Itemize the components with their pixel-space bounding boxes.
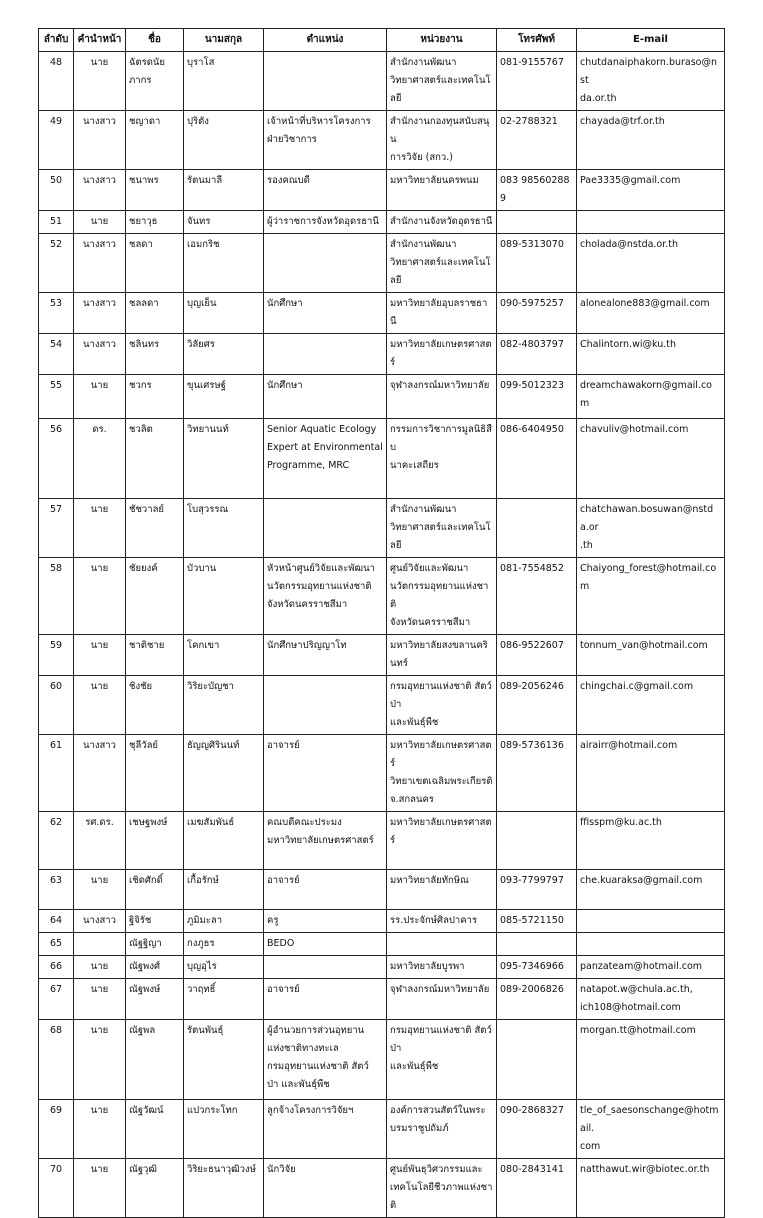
row-number: 66 [39, 956, 74, 979]
row-last-name: แปวกระโทก [184, 1100, 264, 1159]
row-phone: 095-7346966 [497, 956, 577, 979]
row-position: หัวหน้าศูนย์วิจัยและพัฒนา นวัตกรรมอุทยานแห่งชาติ จังหวัดนครราชสีมา [264, 558, 387, 635]
row-number: 56 [39, 419, 74, 499]
row-phone: 093-7799797 [497, 870, 577, 910]
row-email [577, 910, 725, 933]
row-prefix: นางสาว [74, 111, 126, 170]
row-phone: 082-4803797 [497, 334, 577, 375]
table-row [39, 234, 725, 293]
row-phone: 086-9522607 [497, 635, 577, 676]
row-last-name: กงภูธร [184, 933, 264, 956]
row-position: รองคณบดี [264, 170, 387, 211]
row-number: 54 [39, 334, 74, 375]
header-organization: หน่วยงาน [387, 29, 497, 52]
row-phone [497, 1020, 577, 1100]
row-prefix: นางสาว [74, 910, 126, 933]
row-first-name: ชลินทร [126, 334, 184, 375]
row-position: อาจารย์ [264, 979, 387, 1020]
table-row [39, 1100, 725, 1159]
row-last-name: บุราโส [184, 52, 264, 111]
row-last-name: จันทร [184, 211, 264, 234]
row-prefix: นาย [74, 1020, 126, 1100]
header-row [39, 29, 725, 52]
participants-table [38, 28, 725, 1218]
row-email: panzateam@hotmail.com [577, 956, 725, 979]
row-phone: 089-5313070 [497, 234, 577, 293]
row-position: ลูกจ้างโครงการวิจัยฯ [264, 1100, 387, 1159]
row-number: 67 [39, 979, 74, 1020]
row-email: tle_of_saesonschange@hotmail. com [577, 1100, 725, 1159]
table-row [39, 1159, 725, 1218]
row-email: ffisspm@ku.ac.th [577, 812, 725, 870]
row-position [264, 499, 387, 558]
row-position: อาจารย์ [264, 870, 387, 910]
row-position: นักศึกษา [264, 293, 387, 334]
table-row [39, 499, 725, 558]
table-row [39, 870, 725, 910]
row-phone: 089-5736136 [497, 735, 577, 812]
row-first-name: เชิดศักดิ์ [126, 870, 184, 910]
row-organization: จุฬาลงกรณ์มหาวิทยาลัย [387, 979, 497, 1020]
row-last-name: บัวบาน [184, 558, 264, 635]
row-position: ผู้ว่าราชการจังหวัดอุดรธานี [264, 211, 387, 234]
row-first-name: ชัยยงค์ [126, 558, 184, 635]
row-email: che.kuaraksa@gmail.com [577, 870, 725, 910]
row-first-name: ณัฐพงษ์ [126, 979, 184, 1020]
row-prefix: นางสาว [74, 293, 126, 334]
row-last-name: วาฤทธิ์ [184, 979, 264, 1020]
row-number: 64 [39, 910, 74, 933]
row-prefix: นาย [74, 1100, 126, 1159]
row-last-name: ภูมิมะลา [184, 910, 264, 933]
row-organization: มหาวิทยาลัยสงขลานครินทร์ [387, 635, 497, 676]
table-row [39, 111, 725, 170]
row-organization: มหาวิทยาลัยเกษตรศาสตร์ [387, 334, 497, 375]
table-row [39, 933, 725, 956]
row-position [264, 956, 387, 979]
row-prefix: รศ.ดร. [74, 812, 126, 870]
header-position: ตำแหน่ง [264, 29, 387, 52]
row-number: 69 [39, 1100, 74, 1159]
row-last-name: ปุริตัง [184, 111, 264, 170]
row-organization: ศูนย์วิจัยและพัฒนา นวัตกรรมอุทยานแห่งชาติ จังหวัดนครราชสีมา [387, 558, 497, 635]
row-position: ผู้อำนวยการส่วนอุทยาน แห่งชาติทางทะเล กรมอุทยานแห่งชาติ สัตว์ ป่า และพันธุ์พืช [264, 1020, 387, 1100]
row-first-name: ชาติชาย [126, 635, 184, 676]
row-last-name: บุญเย็น [184, 293, 264, 334]
row-number: 48 [39, 52, 74, 111]
row-prefix: นางสาว [74, 334, 126, 375]
row-number: 61 [39, 735, 74, 812]
row-prefix: นาย [74, 956, 126, 979]
row-first-name: ชญาดา [126, 111, 184, 170]
row-number: 60 [39, 676, 74, 735]
row-number: 70 [39, 1159, 74, 1218]
row-last-name: โบสุวรรณ [184, 499, 264, 558]
row-prefix: นาย [74, 979, 126, 1020]
table-row [39, 293, 725, 334]
row-prefix: นาย [74, 52, 126, 111]
table-row [39, 211, 725, 234]
row-first-name: ณัฐฐิญา [126, 933, 184, 956]
row-organization: มหาวิทยาลัยบูรพา [387, 956, 497, 979]
row-email: dreamchawakorn@gmail.com [577, 375, 725, 419]
row-first-name: ฐิจิรัช [126, 910, 184, 933]
row-organization: องค์การสวนสัตว์ในพระ บรมราชูปถัมภ์ [387, 1100, 497, 1159]
row-organization: สำนักงานพัฒนา วิทยาศาสตร์และเทคโนโลยี [387, 499, 497, 558]
row-prefix: นาย [74, 211, 126, 234]
row-organization: กรมอุทยานแห่งชาติ สัตว์ป่า และพันธุ์พืช [387, 676, 497, 735]
header-phone: โทรศัพท์ [497, 29, 577, 52]
row-email: alonealone883@gmail.com [577, 293, 725, 334]
table-row [39, 52, 725, 111]
row-number: 65 [39, 933, 74, 956]
row-first-name: เชษฐพงษ์ [126, 812, 184, 870]
row-email: chayada@trf.or.th [577, 111, 725, 170]
row-prefix: นาย [74, 499, 126, 558]
row-email [577, 933, 725, 956]
row-position: เจ้าหน้าที่บริหารโครงการ ฝ่ายวิชาการ [264, 111, 387, 170]
row-last-name: วิริยะบัญชา [184, 676, 264, 735]
row-phone: 080-2843141 [497, 1159, 577, 1218]
row-organization: ศูนย์พันธุวิศวกรรมและ เทคโนโลยีชีวภาพแห่งชาติ [387, 1159, 497, 1218]
row-phone: 090-5975257 [497, 293, 577, 334]
row-organization: กรรมการวิชาการมูลนิธิสืบ นาคะเสถียร [387, 419, 497, 499]
row-email: Pae3335@gmail.com [577, 170, 725, 211]
table-row [39, 635, 725, 676]
row-first-name: ชุลีวัลย์ [126, 735, 184, 812]
row-organization: รร.ประจักษ์ศิลปาคาร [387, 910, 497, 933]
row-organization [387, 933, 497, 956]
row-number: 59 [39, 635, 74, 676]
row-organization: มหาวิทยาลัยอุบลราชธานี [387, 293, 497, 334]
row-first-name: ชวกร [126, 375, 184, 419]
row-position: Senior Aquatic Ecology Expert at Environmental Programme, MRC [264, 419, 387, 499]
row-position [264, 234, 387, 293]
row-last-name: วิริยะธนาวุฒิวงษ์ [184, 1159, 264, 1218]
row-last-name: เอมกริช [184, 234, 264, 293]
table-row [39, 812, 725, 870]
row-prefix: นางสาว [74, 234, 126, 293]
row-last-name: ธัญญศิรินนท์ [184, 735, 264, 812]
row-last-name: วิทยานนท์ [184, 419, 264, 499]
row-organization: มหาวิทยาลัยทักษิณ [387, 870, 497, 910]
table-row [39, 419, 725, 499]
row-phone [497, 499, 577, 558]
row-last-name: รัตนมาลี [184, 170, 264, 211]
row-position: นักศึกษาปริญญาโท [264, 635, 387, 676]
table-row [39, 334, 725, 375]
row-organization: จุฬาลงกรณ์มหาวิทยาลัย [387, 375, 497, 419]
row-position [264, 676, 387, 735]
header-prefix: คำนำหน้า [74, 29, 126, 52]
row-position: อาจารย์ [264, 735, 387, 812]
row-email: chatchawan.bosuwan@nstda.or .th [577, 499, 725, 558]
table-row [39, 676, 725, 735]
row-first-name: ชัชวาลย์ [126, 499, 184, 558]
row-phone: 099-5012323 [497, 375, 577, 419]
row-number: 57 [39, 499, 74, 558]
header-no: ลำดับ [39, 29, 74, 52]
row-organization: สำนักงานกองทุนสนับสนุน การวิจัย (สกว.) [387, 111, 497, 170]
row-email: Chaiyong_forest@hotmail.com [577, 558, 725, 635]
row-email [577, 211, 725, 234]
table-row [39, 735, 725, 812]
row-number: 49 [39, 111, 74, 170]
row-last-name: วิลัยศร [184, 334, 264, 375]
row-phone: 02-2788321 [497, 111, 577, 170]
row-email: chavuliv@hotmail.com [577, 419, 725, 499]
row-email: Chalintorn.wi@ku.th [577, 334, 725, 375]
table-row [39, 170, 725, 211]
row-phone: 086-6404950 [497, 419, 577, 499]
row-first-name: ชยาวุธ [126, 211, 184, 234]
row-last-name: บุญอุไร [184, 956, 264, 979]
row-phone: 090-2868327 [497, 1100, 577, 1159]
row-first-name: ชลลดา [126, 293, 184, 334]
row-last-name: โคกเขา [184, 635, 264, 676]
row-number: 53 [39, 293, 74, 334]
row-organization: สำนักงานจังหวัดอุดรธานี [387, 211, 497, 234]
row-first-name: ณัฐพล [126, 1020, 184, 1100]
row-phone: 089-2056246 [497, 676, 577, 735]
row-phone: 089-2006826 [497, 979, 577, 1020]
row-position: ครู [264, 910, 387, 933]
row-prefix: นางสาว [74, 170, 126, 211]
row-first-name: ณัฐวัฒน์ [126, 1100, 184, 1159]
table-row [39, 558, 725, 635]
table-row [39, 375, 725, 419]
row-email: airairr@hotmail.com [577, 735, 725, 812]
row-first-name: ชวลิต [126, 419, 184, 499]
row-number: 52 [39, 234, 74, 293]
row-last-name: รัตนพันธุ์ [184, 1020, 264, 1100]
row-organization: มหาวิทยาลัยนครพนม [387, 170, 497, 211]
table-row [39, 1020, 725, 1100]
row-first-name: ชิงชัย [126, 676, 184, 735]
row-position [264, 52, 387, 111]
row-organization: มหาวิทยาลัยเกษตรศาสตร์ วิทยาเขตเฉลิมพระเกียรติ จ.สกลนคร [387, 735, 497, 812]
row-position: คณบดีคณะประมง มหาวิทยาลัยเกษตรศาสตร์ [264, 812, 387, 870]
row-prefix: ดร. [74, 419, 126, 499]
row-prefix: นาย [74, 375, 126, 419]
row-email: natapot.w@chula.ac.th, ich108@hotmail.com [577, 979, 725, 1020]
row-prefix: นาย [74, 558, 126, 635]
row-prefix: นางสาว [74, 735, 126, 812]
row-number: 55 [39, 375, 74, 419]
row-organization: สำนักงานพัฒนา วิทยาศาสตร์และเทคโนโลยี [387, 234, 497, 293]
row-email: cholada@nstda.or.th [577, 234, 725, 293]
row-organization: สำนักงานพัฒนา วิทยาศาสตร์และเทคโนโลยี [387, 52, 497, 111]
row-phone: 085-5721150 [497, 910, 577, 933]
table-row [39, 956, 725, 979]
row-position [264, 334, 387, 375]
row-email: tonnum_van@hotmail.com [577, 635, 725, 676]
row-first-name: ฉัตรดนัย ภากร [126, 52, 184, 111]
row-number: 63 [39, 870, 74, 910]
header-last-name: นามสกุล [184, 29, 264, 52]
row-prefix: นาย [74, 635, 126, 676]
row-position: นักศึกษา [264, 375, 387, 419]
row-number: 58 [39, 558, 74, 635]
row-number: 50 [39, 170, 74, 211]
row-number: 68 [39, 1020, 74, 1100]
row-first-name: ณัฐวุฒิ [126, 1159, 184, 1218]
row-first-name: ณัฐพงศ์ [126, 956, 184, 979]
row-first-name: ชลดา [126, 234, 184, 293]
row-last-name: เมฆสัมพันธ์ [184, 812, 264, 870]
row-last-name: ขุนเศรษฐ์ [184, 375, 264, 419]
row-phone: 081-9155767 [497, 52, 577, 111]
row-phone: 081-7554852 [497, 558, 577, 635]
row-organization: มหาวิทยาลัยเกษตรศาสตร์ [387, 812, 497, 870]
row-first-name: ชนาพร [126, 170, 184, 211]
row-prefix: นาย [74, 676, 126, 735]
header-email: E-mail [577, 29, 725, 52]
header-first-name: ชื่อ [126, 29, 184, 52]
row-prefix [74, 933, 126, 956]
row-phone: 083 985602889 [497, 170, 577, 211]
table-row [39, 979, 725, 1020]
row-email: morgan.tt@hotmail.com [577, 1020, 725, 1100]
row-email: natthawut.wir@biotec.or.th [577, 1159, 725, 1218]
row-phone [497, 812, 577, 870]
row-number: 51 [39, 211, 74, 234]
row-organization: กรมอุทยานแห่งชาติ สัตว์ป่า และพันธุ์พืช [387, 1020, 497, 1100]
table-row [39, 910, 725, 933]
row-prefix: นาย [74, 1159, 126, 1218]
row-number: 62 [39, 812, 74, 870]
row-email: chutdanaiphakorn.buraso@nst da.or.th [577, 52, 725, 111]
row-last-name: เกื้อรักษ์ [184, 870, 264, 910]
row-position: นักวิจัย [264, 1159, 387, 1218]
row-phone [497, 211, 577, 234]
row-prefix: นาย [74, 870, 126, 910]
row-position: BEDO [264, 933, 387, 956]
row-phone [497, 933, 577, 956]
row-email: chingchai.c@gmail.com [577, 676, 725, 735]
